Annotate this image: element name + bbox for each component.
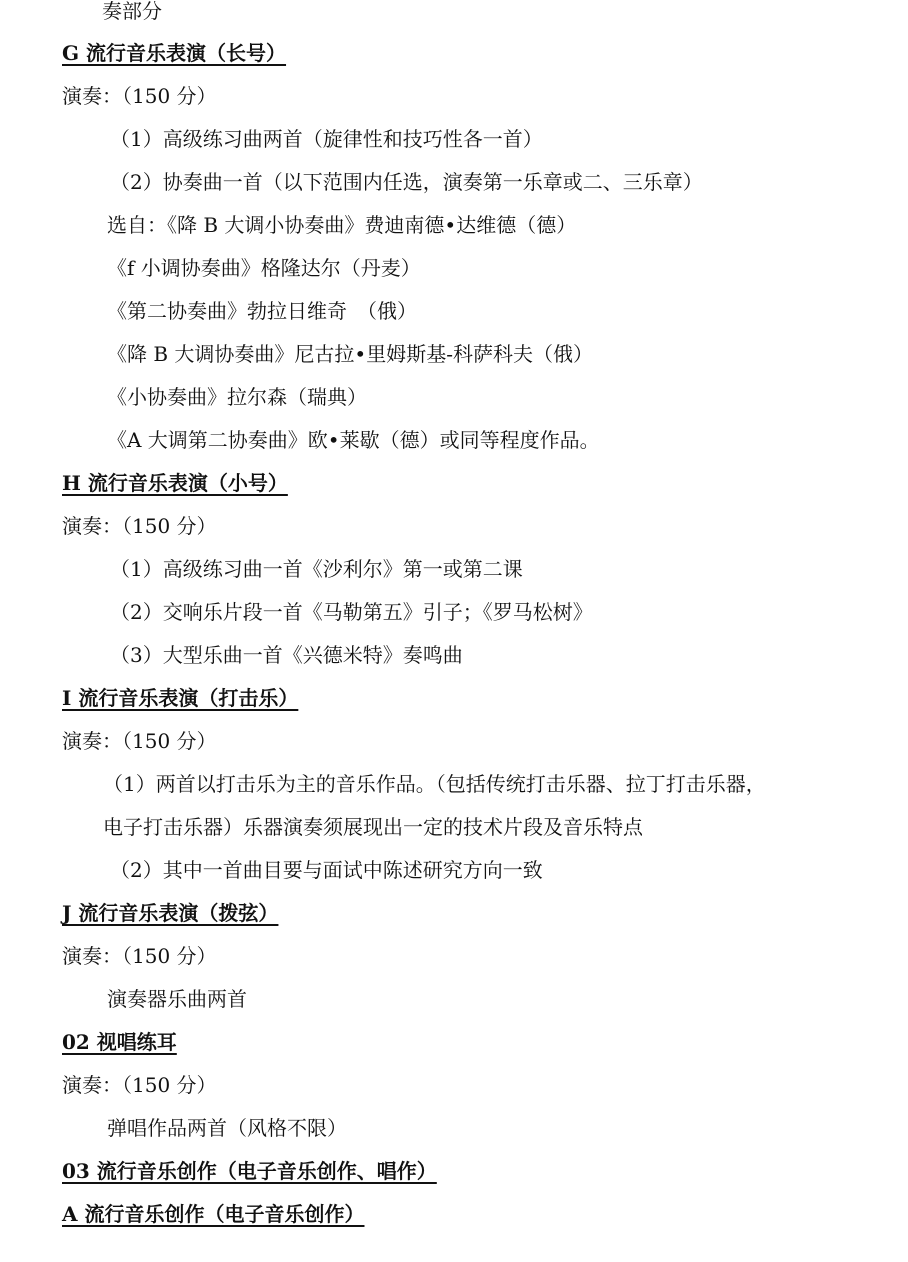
requirement-item: （2）协奏曲一首（以下范围内任选，演奏第一乐章或二、三乐章） xyxy=(110,170,703,194)
performance-score: 演奏：（150 分） xyxy=(62,944,217,968)
requirement-item: （3）大型乐曲一首《兴德米特》奏鸣曲 xyxy=(110,643,463,667)
performance-score: 演奏：（150 分） xyxy=(62,1073,217,1097)
repertoire-item: 选自：《降 B 大调小协奏曲》费迪南德•达维德（德） xyxy=(107,213,577,237)
requirement-item: （1）高级练习曲两首（旋律性和技巧性各一首） xyxy=(110,127,543,151)
section-heading-percussion: I 流行音乐表演（打击乐） xyxy=(62,686,299,710)
repertoire-item: 《f 小调协奏曲》格隆达尔（丹麦） xyxy=(107,256,421,280)
performance-score: 演奏：（150 分） xyxy=(62,84,217,108)
performance-score: 演奏：（150 分） xyxy=(62,514,217,538)
requirement-item-continuation: 电子打击乐器）乐器演奏须展现出一定的技术片段及音乐特点 xyxy=(103,815,643,839)
repertoire-item: 《小协奏曲》拉尔森（瑞典） xyxy=(107,385,367,409)
section-heading-trombone: G 流行音乐表演（长号） xyxy=(62,41,287,65)
section-heading-trumpet: H 流行音乐表演（小号） xyxy=(62,471,288,495)
repertoire-item: 《A 大调第二协奏曲》欧•莱歇（德）或同等程度作品。 xyxy=(107,428,600,452)
repertoire-item: 《第二协奏曲》勃拉日维奇 （俄） xyxy=(107,299,417,323)
requirement-item: 弹唱作品两首（风格不限） xyxy=(107,1116,347,1140)
section-heading-plucked-strings: J 流行音乐表演（拨弦） xyxy=(62,901,279,925)
requirement-item: 演奏器乐曲两首 xyxy=(107,987,247,1011)
performance-score: 演奏：（150 分） xyxy=(62,729,217,753)
requirement-item: （1）高级练习曲一首《沙利尔》第一或第二课 xyxy=(110,557,523,581)
continuation-text: 奏部分 xyxy=(102,0,162,23)
requirement-item: （2）交响乐片段一首《马勒第五》引子；《罗马松树》 xyxy=(110,600,593,624)
section-heading-composition: 03 流行音乐创作（电子音乐创作、唱作） xyxy=(62,1159,437,1183)
section-heading-electronic-composition: A 流行音乐创作（电子音乐创作） xyxy=(62,1202,365,1226)
requirement-item: （2）其中一首曲目要与面试中陈述研究方向一致 xyxy=(110,858,543,882)
section-heading-solfeggio: 02 视唱练耳 xyxy=(62,1030,177,1054)
requirement-item: （1）两首以打击乐为主的音乐作品。（包括传统打击乐器、拉丁打击乐器， xyxy=(103,772,766,796)
repertoire-item: 《降 B 大调协奏曲》尼古拉•里姆斯基-科萨科夫（俄） xyxy=(107,342,593,366)
